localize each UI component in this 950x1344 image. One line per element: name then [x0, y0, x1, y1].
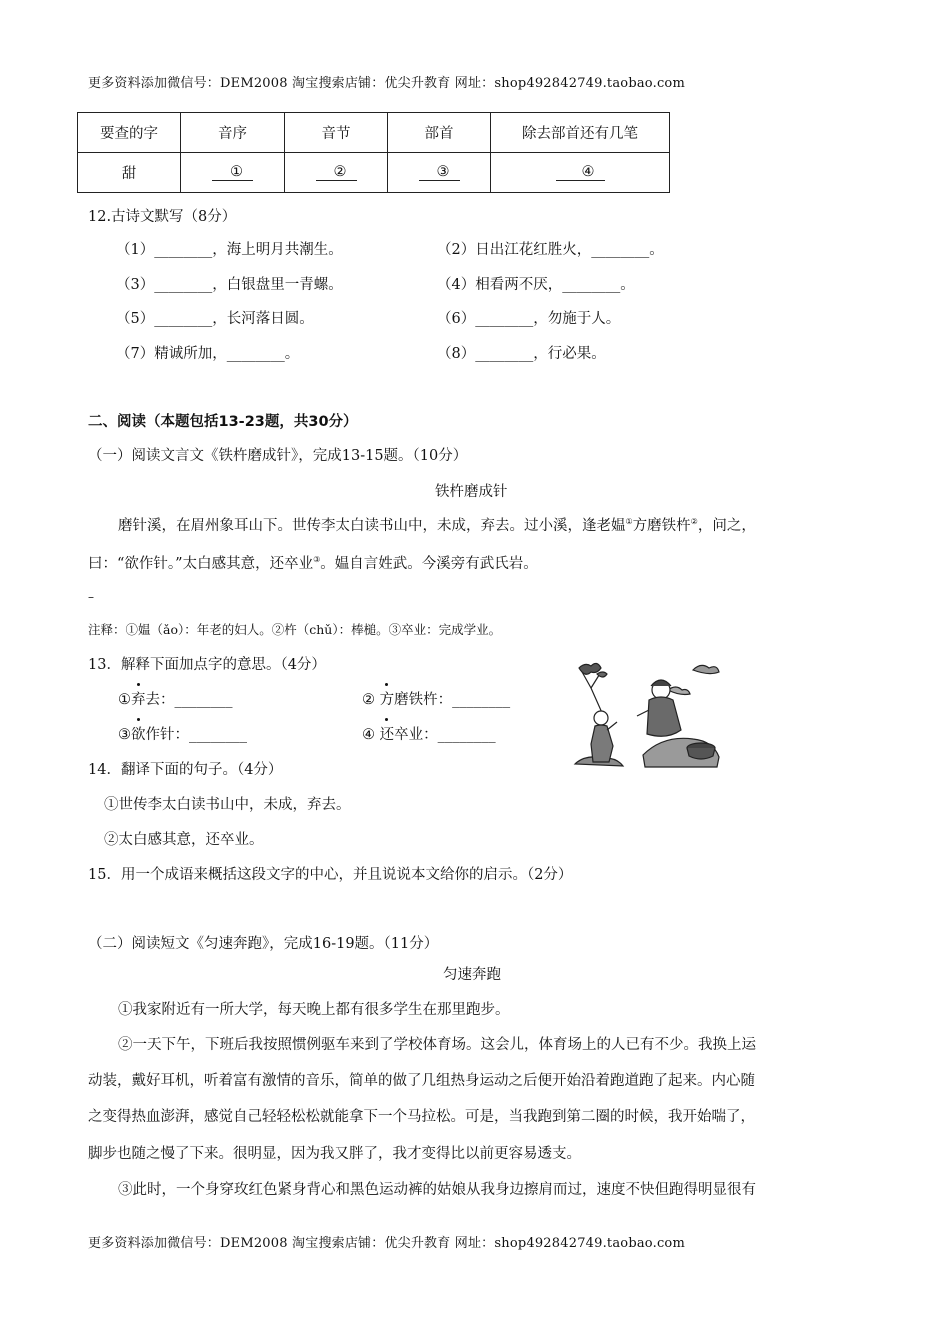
table-row — [78, 153, 670, 193]
q12-item-1: （1）________，海上明月共潮生。 — [116, 242, 343, 258]
para-3-line-1: ③此时，一个身穿玫红色紧身背心和黑色运动裤的姑娘从我身边擦肩而过，速度不快但跑得明显很有 — [118, 1182, 756, 1198]
dotted-char: 弃 — [131, 688, 146, 709]
para-1: ①我家附近有一所大学，每天晚上都有很多学生在那里跑步。 — [118, 1002, 510, 1018]
passage-title: 铁杵磨成针 — [435, 484, 508, 500]
q14-item-1: ①世传李太白读书山中，未成，弃去。 — [104, 797, 351, 813]
answer-blank-4[interactable]: ④ — [556, 164, 605, 181]
section-title: 二、阅读（本题包括13-23题，共30分） — [88, 414, 358, 430]
q14-title: 14．翻译下面的句子。（4分） — [88, 762, 283, 778]
para-2-line-1: ②一天下午，下班后我按照惯例驱车来到了学校体育场。这会儿，体育场上的人已有不少。我换上运 — [118, 1037, 756, 1053]
q12-item-6: （6）________，勿施于人。 — [437, 311, 621, 327]
part1-intro: （一）阅读文言文《铁杵磨成针》，完成13-15题。（10分） — [88, 448, 468, 464]
annotations: 注释：①媪（ǎo）：年老的妇人。②杵（chǔ）：棒槌。③卒业：完成学业。 — [88, 622, 502, 637]
answer-blank-1[interactable]: ① — [212, 164, 253, 181]
passage-text: 。媪自言姓武。今溪旁有武氏岩。 — [320, 556, 538, 572]
passage-text: 方磨铁杵 — [632, 518, 691, 534]
part2-intro: （二）阅读短文《匀速奔跑》，完成16-19题。（11分） — [88, 936, 439, 952]
passage-line-1 — [118, 514, 756, 535]
footnote-ref: ① — [625, 517, 633, 527]
dash-mark: – — [88, 590, 94, 604]
q12-item-7: （7）精诚所加，________。 — [116, 346, 300, 362]
footnote-ref: ② — [690, 517, 698, 527]
q13-title: 13．解释下面加点字的意思。（4分） — [88, 657, 326, 673]
dotted-char: 还 — [380, 723, 395, 744]
dotted-char: 欲 — [131, 723, 146, 744]
answer-blank-3[interactable]: ③ — [419, 164, 460, 181]
table-header-cell: 部首 — [388, 113, 491, 153]
q12-item-8: （8）________，行必果。 — [437, 346, 606, 362]
footnote-ref: ③ — [313, 555, 321, 565]
q12-item-3: （3）________，白银盘里一青螺。 — [116, 277, 343, 293]
passage-text: 磨针溪，在眉州象耳山下。世传李太白读书山中，未成，弃去。过小溪，逢老媪 — [118, 518, 626, 534]
table-header-row — [78, 113, 670, 153]
passage-line-2 — [88, 552, 538, 573]
para-2-line-3: 之变得热血澎湃，感觉自己轻轻松松就能拿下一个马拉松。可是，当我跑到第二圈的时候，我开始喘了， — [88, 1109, 755, 1125]
dotted-char: 方 — [380, 688, 395, 709]
illustration-li-bai-old-woman — [573, 660, 723, 770]
q13-item-4: ④ 还卒业：________ — [362, 723, 496, 744]
page-footer: 更多资料添加微信号：DEM2008 淘宝搜索店铺：优尖升教育 网址：shop492842749.taobao.com — [88, 1236, 685, 1251]
passage2-title: 匀速奔跑 — [443, 967, 501, 983]
table-cell-char: 甜 — [78, 153, 181, 193]
passage-text: ，问之， — [697, 518, 756, 534]
q12-title: 12.古诗文默写（8分） — [88, 209, 237, 225]
table-header-cell: 音序 — [181, 113, 285, 153]
q14-item-2: ②太白感其意，还卒业。 — [104, 832, 264, 848]
q12-item-2: （2）日出江花红胜火，________。 — [437, 242, 664, 258]
page-header: 更多资料添加微信号：DEM2008 淘宝搜索店铺：优尖升教育 网址：shop492842749.taobao.com — [88, 76, 685, 91]
passage-text: 曰：“欲作针。”太白感其意，还卒业 — [88, 556, 314, 572]
table-header-cell: 音节 — [285, 113, 388, 153]
q13-item-3: ③欲作针：________ — [118, 723, 247, 744]
q15-title: 15．用一个成语来概括这段文字的中心，并且说说本文给你的启示。（2分） — [88, 867, 573, 883]
q13-item-1: ①弃去：________ — [118, 688, 233, 709]
table-header-cell: 要查的字 — [78, 113, 181, 153]
lookup-table — [77, 112, 670, 193]
q12-item-5: （5）________，长河落日圆。 — [116, 311, 314, 327]
para-2-line-4: 脚步也随之慢了下来。很明显，因为我又胖了，我才变得比以前更容易透支。 — [88, 1146, 581, 1162]
answer-blank-2[interactable]: ② — [316, 164, 357, 181]
q12-item-4: （4）相看两不厌，________。 — [437, 277, 635, 293]
para-2-line-2: 动装，戴好耳机，听着富有激情的音乐，简单的做了几组热身运动之后便开始沿着跑道跑了起来。内心随 — [88, 1073, 755, 1089]
q13-item-2: ② 方磨铁杵：________ — [362, 688, 510, 709]
table-header-cell: 除去部首还有几笔 — [491, 113, 670, 153]
